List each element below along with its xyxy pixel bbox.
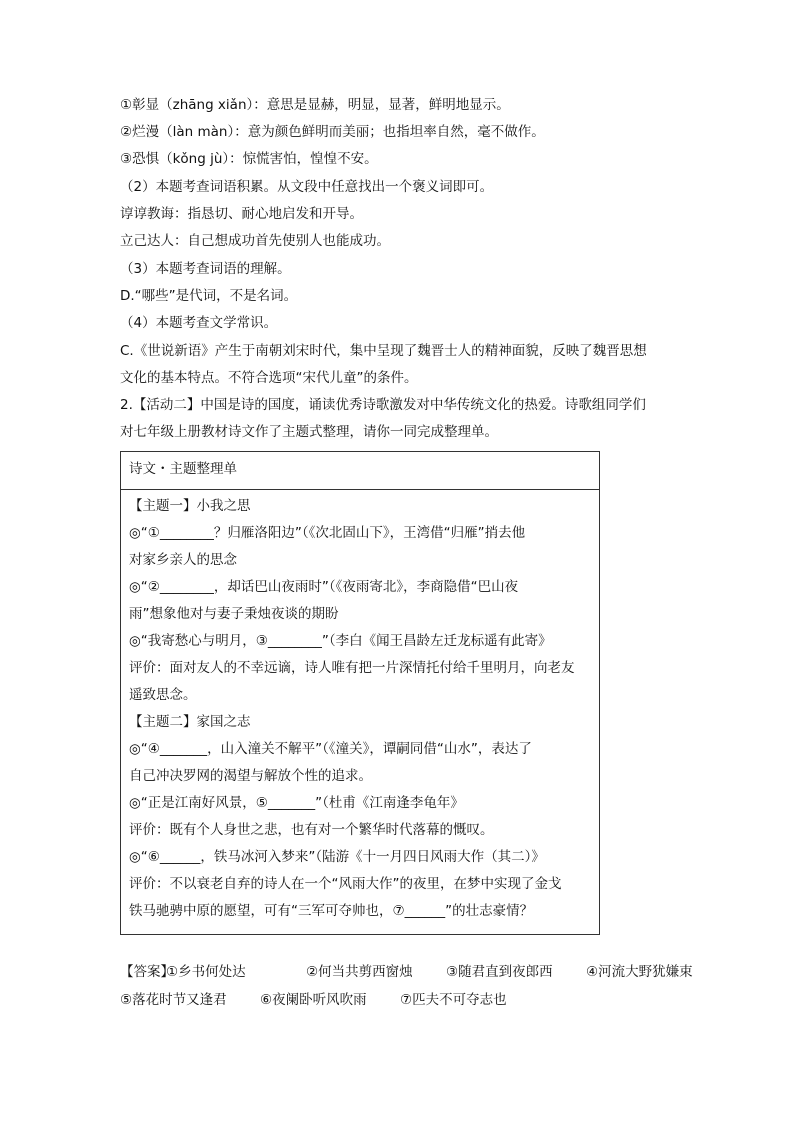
theme-worksheet-table xyxy=(120,451,600,935)
note-line-9: （4）本题考查文学常识。 xyxy=(120,315,278,331)
table-line-10: ◎“④_______，山入潼关不解平”（《潼关》，谭嗣同借“山水”，表达了 xyxy=(129,741,532,757)
answer-row-1 xyxy=(120,963,693,981)
table-line-9: 【主题二】家国之志 xyxy=(129,714,251,730)
table-header-row xyxy=(121,452,599,490)
answer-label: 【答案】 xyxy=(120,964,174,980)
answer-item-7: ⑦匹夫不可夺志也 xyxy=(400,992,507,1008)
table-line-7: 评价：面对友人的不幸远谪，诗人唯有把一片深情托付给千里明月，向老友 xyxy=(129,660,575,676)
answer-item-3: ③随君直到夜郎西 xyxy=(446,964,553,980)
note-line-10: C.《世说新语》产生于南朝刘宋时代，集中呈现了魏晋士人的精神面貌，反映了魏晋思想 xyxy=(120,343,647,359)
note-line-4: （2）本题考查词语积累。从文段中任意找出一个褒义词即可。 xyxy=(120,179,494,195)
note-line-5: 谆谆教诲：指恳切、耐心地启发和开导。 xyxy=(120,206,363,222)
question-2-line-1: 2.【活动二】中国是诗的国度，诵读优秀诗歌激发对中华传统文化的热爱。诗歌组同学们 xyxy=(120,397,646,413)
note-line-2: ②烂漫（làn màn）：意为颜色鲜明而美丽；也指坦率自然，毫不做作。 xyxy=(120,124,545,140)
answer-item-5: ⑤落花时节又逢君 xyxy=(120,992,227,1008)
note-line-8: D.“哪些”是代词，不是名词。 xyxy=(120,288,298,304)
answer-item-2: ②何当共剪西窗烛 xyxy=(306,964,413,980)
table-line-6: ◎“我寄愁心与明月，③________”（李白《闻王昌龄左迁龙标遥有此寄》 xyxy=(129,633,552,649)
table-line-5: 雨”想象他对与妻子秉烛夜谈的期盼 xyxy=(129,606,339,622)
table-line-16: 铁马驰骋中原的愿望，可有“三军可夺帅也，⑦______”的壮志豪情？ xyxy=(129,903,534,919)
table-line-2: ◎“①________？归雁洛阳边”（《次北固山下》，王湾借“归雁”捎去他 xyxy=(129,525,526,541)
table-line-8: 遥致思念。 xyxy=(129,687,197,703)
note-line-6: 立己达人：自己想成功首先使别人也能成功。 xyxy=(120,233,390,249)
answer-item-6: ⑥夜阑卧听风吹雨 xyxy=(260,992,367,1008)
answer-row-2 xyxy=(120,991,507,1009)
note-line-7: （3）本题考查词语的理解。 xyxy=(120,261,291,277)
question-2-line-2: 对七年级上册教材诗文作了主题式整理，请你一同完成整理单。 xyxy=(120,424,498,440)
table-line-14: ◎“⑥______，铁马冰河入梦来”（陆游《十一月四日风雨大作（其二）》 xyxy=(129,849,545,865)
table-line-13: 评价：既有个人身世之悲，也有对一个繁华时代落幕的慨叹。 xyxy=(129,822,494,838)
table-line-3: 对家乡亲人的思念 xyxy=(129,552,237,568)
answer-item-1: ①乡书何处达 xyxy=(166,964,246,980)
answer-item-4: ④河流大野犹嫌束 xyxy=(586,964,693,980)
table-line-11: 自己冲决罗网的渴望与解放个性的追求。 xyxy=(129,768,372,784)
note-line-3: ③恐惧（kǒng jù）：惊慌害怕，惶惶不安。 xyxy=(120,151,378,167)
table-header: 诗文・主题整理单 xyxy=(129,461,237,477)
table-line-4: ◎“②________，却话巴山夜雨时”（《夜雨寄北》，李商隐借“巴山夜 xyxy=(129,579,519,595)
note-line-1: ①彰显（zhāng xiǎn）：意思是显赫，明显，显著，鲜明地显示。 xyxy=(120,97,510,113)
note-line-11: 文化的基本特点。不符合选项“宋代儿童”的条件。 xyxy=(120,370,418,386)
table-line-12: ◎“正是江南好风景，⑤_______”（杜甫《江南逢李龟年》 xyxy=(129,795,464,811)
table-line-15: 评价：不以衰老自弃的诗人在一个“风雨大作”的夜里，在梦中实现了金戈 xyxy=(129,876,562,892)
table-line-1: 【主题一】小我之思 xyxy=(129,498,251,514)
